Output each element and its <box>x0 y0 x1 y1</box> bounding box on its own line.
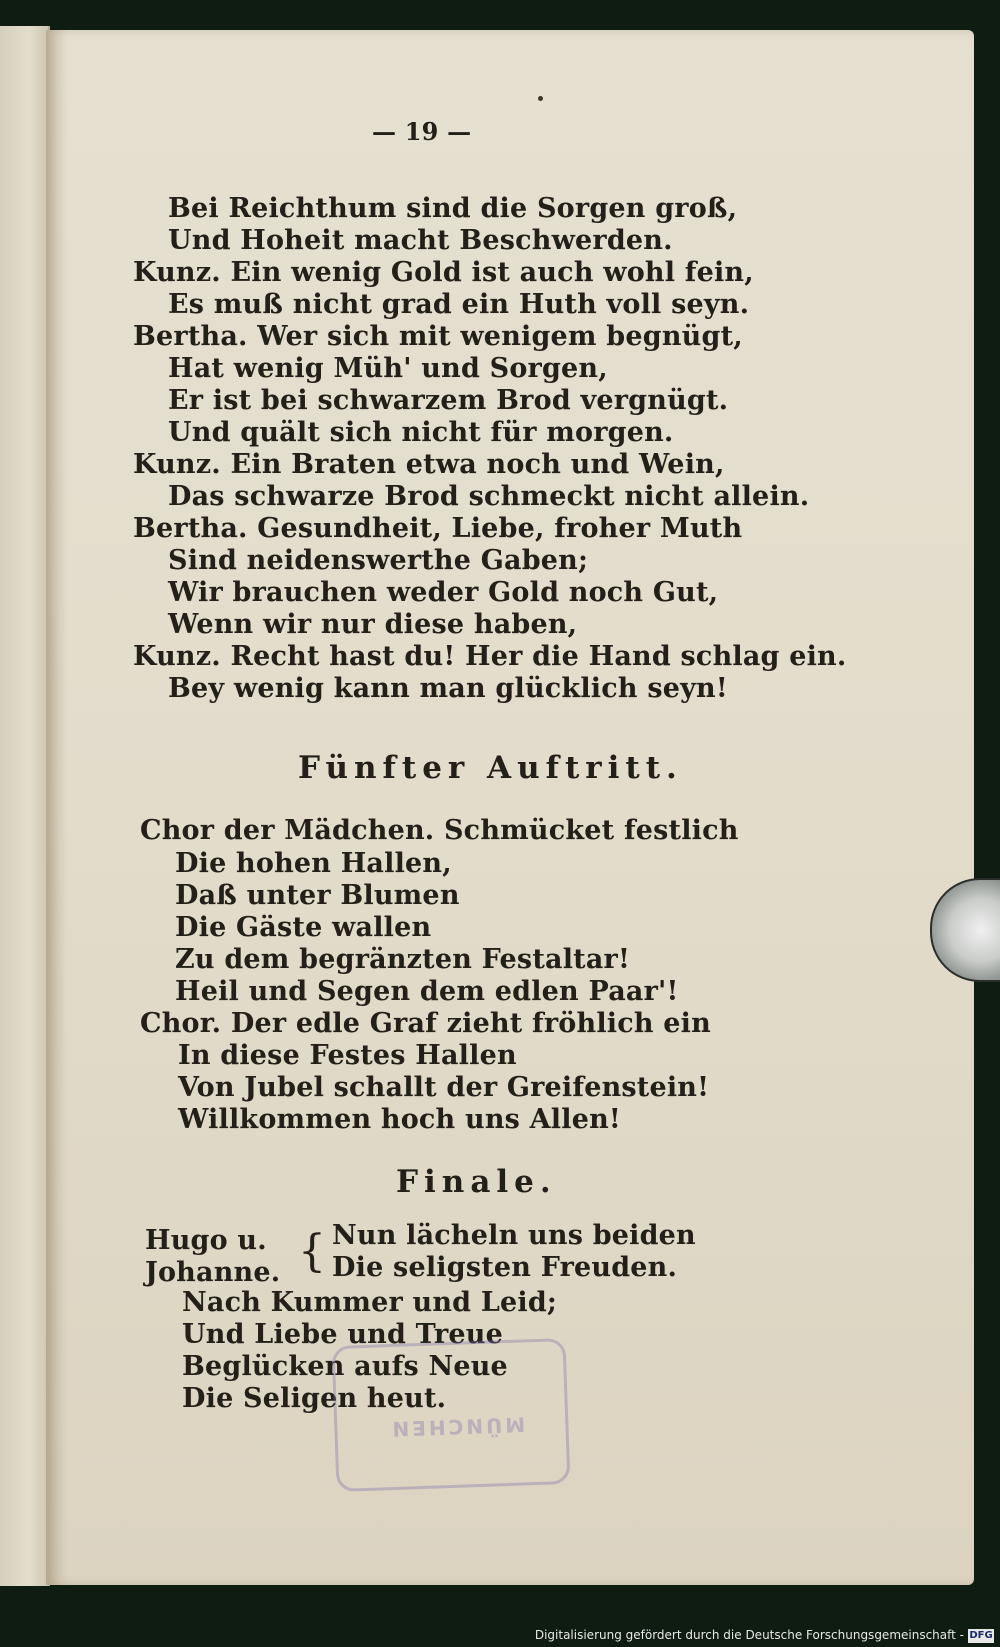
verse-line: Hat wenig Müh' und Sorgen, <box>168 353 608 384</box>
outer-cover-edge <box>0 26 50 1586</box>
verse-line: Bei Reichthum sind die Sorgen groß, <box>168 193 738 224</box>
verse-line: In diese Festes Hallen <box>178 1040 517 1071</box>
finale-speaker: Johanne. <box>145 1257 281 1288</box>
verse-line: Bertha. Gesundheit, Liebe, froher Muth <box>133 513 743 544</box>
verse-line: Kunz. Ein wenig Gold ist auch wohl fein, <box>133 257 754 288</box>
verse-line: Kunz. Ein Braten etwa noch und Wein, <box>133 449 725 480</box>
verse-line: Und Hoheit macht Beschwerden. <box>168 225 673 256</box>
verse-line: Daß unter Blumen <box>175 880 460 911</box>
verse-line: Bey wenig kann man glücklich seyn! <box>168 673 728 704</box>
verse-line: Nun lächeln uns beiden <box>332 1220 696 1251</box>
verse-line: Willkommen hoch uns Allen! <box>178 1104 621 1135</box>
verse-line: Wenn wir nur diese haben, <box>168 609 578 640</box>
verse-line: Chor der Mädchen. Schmücket festlich <box>140 815 739 846</box>
verse-line: Die seligsten Freuden. <box>332 1252 678 1283</box>
verse-line: Beglücken aufs Neue <box>182 1351 508 1382</box>
verse-line: Es muß nicht grad ein Huth voll seyn. <box>168 289 750 320</box>
page-gutter-shadow <box>46 30 68 1585</box>
verse-line: Sind neidenswerthe Gaben; <box>168 545 589 576</box>
verse-line: Das schwarze Brod schmeckt nicht allein. <box>168 481 810 512</box>
verse-line: Die Gäste wallen <box>175 912 432 943</box>
library-stamp <box>332 1338 571 1492</box>
curly-brace: { <box>298 1226 327 1277</box>
verse-line: Nach Kummer und Leid; <box>182 1287 558 1318</box>
verse-line: Kunz. Recht hast du! Her die Hand schlag ein. <box>133 641 847 672</box>
finale-heading: Finale. <box>396 1164 557 1200</box>
dfg-logo: DFG <box>969 1630 993 1641</box>
verse-line: Chor. Der edle Graf zieht fröhlich ein <box>140 1008 711 1039</box>
page-number: — 19 — <box>372 117 472 146</box>
verse-line: Heil und Segen dem edlen Paar'! <box>175 976 679 1007</box>
verse-line: Bertha. Wer sich mit wenigem begnügt, <box>133 321 743 352</box>
finale-speaker: Hugo u. <box>145 1225 267 1256</box>
verse-line: Er ist bei schwarzem Brod vergnügt. <box>168 385 729 416</box>
scene-heading: Fünfter Auftritt. <box>298 750 683 786</box>
verse-line: Und quält sich nicht für morgen. <box>168 417 674 448</box>
verse-line: Von Jubel schallt der Greifenstein! <box>178 1072 710 1103</box>
verse-line: Die Seligen heut. <box>182 1383 447 1414</box>
verse-line: Zu dem begränzten Festaltar! <box>175 944 631 975</box>
verse-line: Wir brauchen weder Gold noch Gut, <box>168 577 719 608</box>
verse-line: Die hohen Hallen, <box>175 848 452 879</box>
stamp-text: MÜNCHEN <box>389 1412 526 1442</box>
digitization-credit: Digitalisierung gefördert durch die Deutsche Forschungsgemeinschaft - <box>534 1628 964 1642</box>
ink-speck <box>538 96 543 101</box>
verse-line: Und Liebe und Treue <box>182 1319 504 1350</box>
